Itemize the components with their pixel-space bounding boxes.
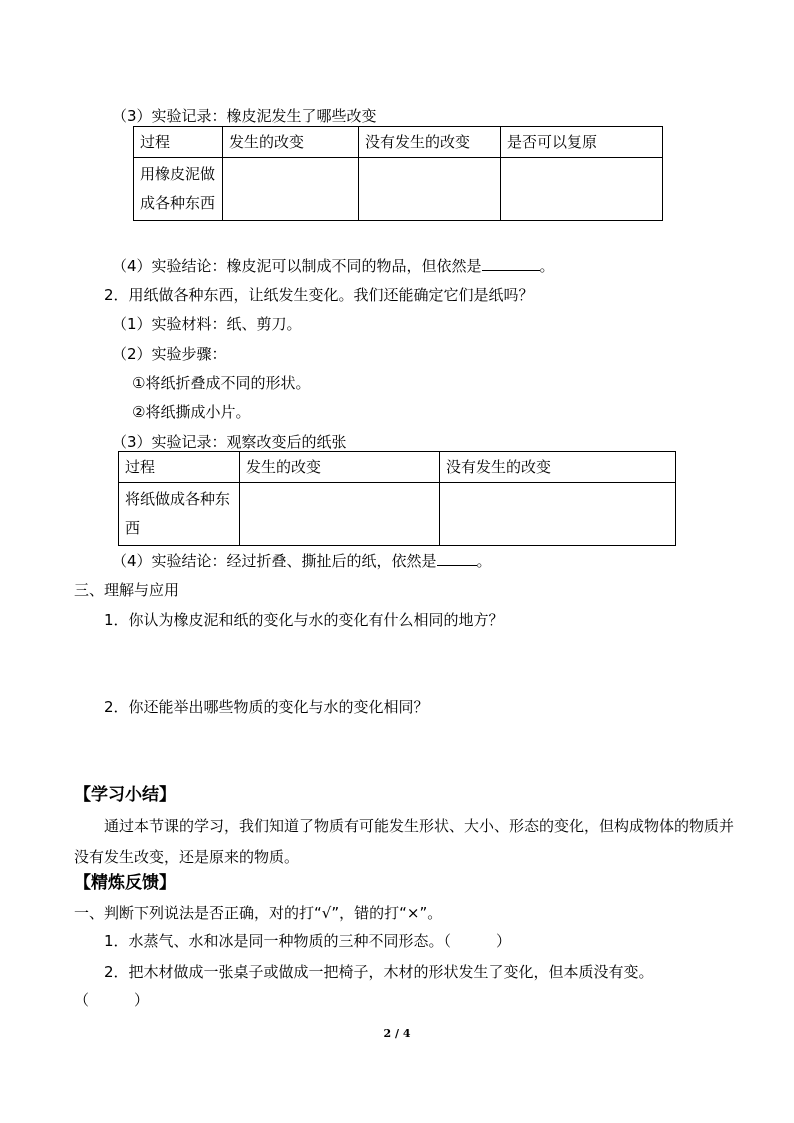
conclusion-text: （4）实验结论：经过折叠、撕扯后的纸，依然是 xyxy=(112,552,437,570)
table-cell-process: 用橡皮泥做成各种东西 xyxy=(134,158,223,221)
table-cell-answer[interactable] xyxy=(223,158,359,221)
table-cell-answer[interactable] xyxy=(240,483,440,546)
exp2-step-item: ①将纸折叠成不同的形状。 xyxy=(132,374,311,392)
conclusion-end: 。 xyxy=(476,552,492,570)
table-cell-answer[interactable] xyxy=(359,158,501,221)
section3-question-1: 1．你认为橡皮泥和纸的变化与水的变化有什么相同的地方？ xyxy=(104,611,504,629)
exp1-conclusion xyxy=(112,256,555,276)
table-header-cell: 发生的改变 xyxy=(223,127,359,158)
table-header-cell: 没有发生的改变 xyxy=(359,127,501,158)
exp2-steps-label: （2）实验步骤： xyxy=(112,345,227,363)
exp2-conclusion xyxy=(112,551,492,571)
table-cell-answer[interactable] xyxy=(440,483,676,546)
feedback-part1-title: 一、判断下列说法是否正确，对的打“√”，错的打“×”。 xyxy=(74,904,443,922)
table-header-cell: 过程 xyxy=(119,452,240,483)
feedback-question-2: 2．把木材做成一张桌子或做成一把椅子，木材的形状发生了变化，但本质没有变。 xyxy=(104,963,654,981)
exp1-record-label: （3）实验记录：橡皮泥发生了哪些改变 xyxy=(112,107,377,125)
exp2-record-label: （3）实验记录：观察改变后的纸张 xyxy=(112,433,347,451)
feedback-question-1: 1．水蒸气、水和冰是同一种物质的三种不同形态。（ ） xyxy=(104,932,512,950)
summary-text: 通过本节课的学习，我们知道了物质有可能发生形状、大小、形态的变化，但构成物体的物质并没有发生改变，还是原来的物质。 xyxy=(74,817,735,866)
table-header-row xyxy=(134,127,663,158)
answer-blank[interactable] xyxy=(437,551,477,566)
table-header-cell: 发生的改变 xyxy=(240,452,440,483)
exp2-step-item: ②将纸撕成小片。 xyxy=(132,403,251,421)
answer-blank[interactable] xyxy=(482,256,540,271)
section3-question-2: 2．你还能举出哪些物质的变化与水的变化相同？ xyxy=(104,698,429,716)
table-header-cell: 是否可以复原 xyxy=(501,127,663,158)
feedback-heading: 【精炼反馈】 xyxy=(74,873,176,893)
conclusion-end: 。 xyxy=(539,257,555,275)
summary-heading: 【学习小结】 xyxy=(74,785,176,805)
section3-title: 三、理解与应用 xyxy=(74,581,180,599)
conclusion-text: （4）实验结论：橡皮泥可以制成不同的物品，但依然是 xyxy=(112,257,482,275)
exp2-title: 2．用纸做各种东西，让纸发生变化。我们还能确定它们是纸吗？ xyxy=(104,286,534,304)
table-cell-process: 将纸做成各种东西 xyxy=(119,483,240,546)
table-row xyxy=(134,158,663,221)
exp1-record-table xyxy=(133,126,663,221)
table-header-row xyxy=(119,452,676,483)
table-row xyxy=(119,483,676,546)
feedback-question-2-blank[interactable]: （ ） xyxy=(74,991,150,1009)
exp2-record-table xyxy=(118,451,676,546)
table-header-cell: 没有发生的改变 xyxy=(440,452,676,483)
exp2-materials: （1）实验材料：纸、剪刀。 xyxy=(112,315,302,333)
table-cell-answer[interactable] xyxy=(501,158,663,221)
table-header-cell: 过程 xyxy=(134,127,223,158)
page-number: 2 / 4 xyxy=(383,1027,411,1040)
